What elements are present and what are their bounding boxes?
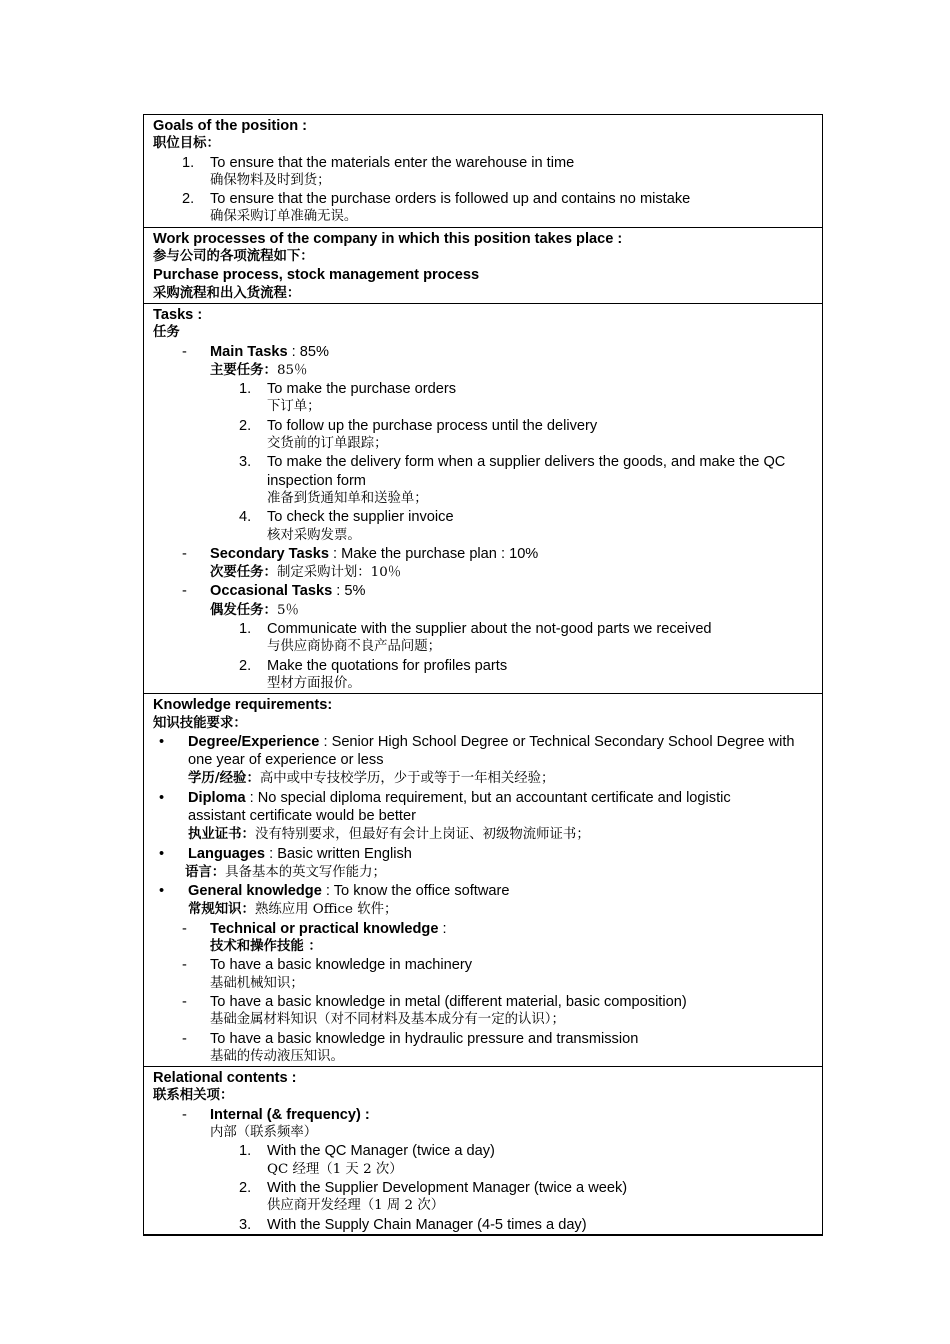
- knowledge-bullet: • Degree/Experience : Senior High School Degree or Technical Secondary School Degree with one year of experience or less: [159, 733, 795, 769]
- knowledge-dash-item-zh: 基础机械知识；: [210, 975, 304, 991]
- main-task-item-zh: 核对采购发票。: [267, 527, 361, 543]
- relational-title: Relational contents :: [153, 1070, 297, 1087]
- knowledge-bullet-zh: 学历/经验：高中或中专技校学历，少于或等于一年相关经验；: [188, 771, 555, 787]
- knowledge-bullet: • Diploma : No special diploma requirement, but an accountant certificate and logistic assistant certificate would be better: [159, 789, 731, 824]
- processes-value-zh: 采购流程和出入货流程：: [153, 285, 301, 301]
- goals-title: Goals of the position :: [153, 118, 308, 134]
- main-task-item: 4. To check the supplier invoice: [239, 509, 454, 526]
- knowledge-dash-item-zh: 基础金属材料知识（对不同材料及基本成分有一定的认识）；: [210, 1012, 565, 1028]
- tasks-title: Tasks :: [153, 306, 203, 323]
- main-tasks-heading-zh: 主要任务：85％: [210, 362, 308, 378]
- main-task-item: 2. To follow up the purchase process until the delivery: [239, 417, 598, 434]
- knowledge-bullet-zh: 语言：具备基本的英文写作能力；: [185, 864, 386, 880]
- occasional-task-item-zh: 与供应商协商不良产品问题；: [267, 639, 442, 655]
- secondary-tasks-heading-zh: 次要任务：制定采购计划：10％: [210, 565, 402, 581]
- tasks-section: [144, 304, 822, 694]
- main-tasks-heading: - Main Tasks : 85%: [182, 343, 329, 360]
- occasional-task-item-zh: 型材方面报价。: [267, 675, 361, 691]
- relational-item-zh: QC 经理（1 天 2 次）: [267, 1161, 403, 1177]
- processes-value: Purchase process, stock management process: [153, 267, 480, 284]
- knowledge-dash-item: - To have a basic knowledge in machinery: [182, 957, 473, 974]
- knowledge-dash-item: - To have a basic knowledge in metal (different material, basic composition): [182, 993, 687, 1010]
- job-description-table: [143, 114, 823, 1236]
- occasional-task-item: 1. Communicate with the supplier about the not-good parts we received: [239, 621, 712, 638]
- occasional-tasks-heading-zh: 偶发任务：5％: [210, 602, 299, 618]
- secondary-tasks-heading: - Secondary Tasks : Make the purchase plan : 10%: [182, 545, 539, 562]
- main-task-item-zh: 交货前的订单跟踪；: [267, 436, 388, 452]
- occasional-task-item: 2. Make the quotations for profiles parts: [239, 657, 508, 674]
- goal-item-zh: 确保物料及时到货；: [210, 172, 331, 188]
- knowledge-bullet: • General knowledge : To know the office software: [159, 883, 510, 900]
- relational-item: 1. With the QC Manager (twice a day): [239, 1143, 495, 1160]
- relational-item-zh: 供应商开发经理（1 周 2 次）: [267, 1198, 445, 1214]
- goals-title-zh: 职位目标：: [153, 136, 220, 152]
- relational-section: [144, 1067, 822, 1234]
- processes-title: Work processes of the company in which this position takes place :: [153, 230, 623, 247]
- knowledge-bullet: • Languages : Basic written English: [159, 845, 412, 862]
- processes-title-zh: 参与公司的各项流程如下：: [153, 249, 314, 265]
- main-task-item: 1. To make the purchase orders: [239, 381, 457, 398]
- internal-heading: - Internal (& frequency) :: [182, 1106, 370, 1123]
- main-task-item-zh: 下订单；: [267, 399, 321, 415]
- knowledge-dash-item-zh: 基础的传动液压知识。: [210, 1048, 344, 1064]
- internal-heading-zh: 内部（联系频率）: [210, 1125, 318, 1141]
- goal-item-zh: 确保采购订单准确无误。: [210, 209, 358, 225]
- relational-item: 3. With the Supply Chain Manager (4-5 times a day): [239, 1216, 587, 1233]
- technical-knowledge-heading-zh: 技术和操作技能 ：: [210, 939, 322, 955]
- knowledge-bullet-zh: 常规知识：熟练应用 Office 软件；: [188, 902, 398, 918]
- knowledge-dash-item: - To have a basic knowledge in hydraulic pressure and transmission: [182, 1030, 639, 1047]
- relational-item: 2. With the Supplier Development Manager (twice a week): [239, 1179, 628, 1196]
- processes-section: [144, 228, 822, 304]
- tasks-title-zh: 任务: [153, 325, 180, 341]
- goal-item: 1. To ensure that the materials enter the warehouse in time: [182, 154, 575, 171]
- knowledge-section: [144, 694, 822, 1067]
- occasional-tasks-heading: - Occasional Tasks : 5%: [182, 583, 366, 600]
- knowledge-bullet-zh: 执业证书：没有特别要求，但最好有会计上岗证、初级物流师证书；: [188, 827, 590, 843]
- technical-knowledge-heading: - Technical or practical knowledge :: [182, 920, 447, 937]
- goal-item: 2. To ensure that the purchase orders is followed up and contains no mistake: [182, 191, 691, 208]
- knowledge-title: Knowledge requirements:: [153, 697, 333, 714]
- main-task-item: 3. To make the delivery form when a supplier delivers the goods, and make the QC inspection form: [239, 454, 786, 489]
- knowledge-title-zh: 知识技能要求：: [153, 715, 247, 731]
- relational-title-zh: 联系相关项：: [153, 1088, 234, 1104]
- goals-section: [144, 115, 822, 228]
- main-task-item-zh: 准备到货通知单和送验单；: [267, 490, 428, 506]
